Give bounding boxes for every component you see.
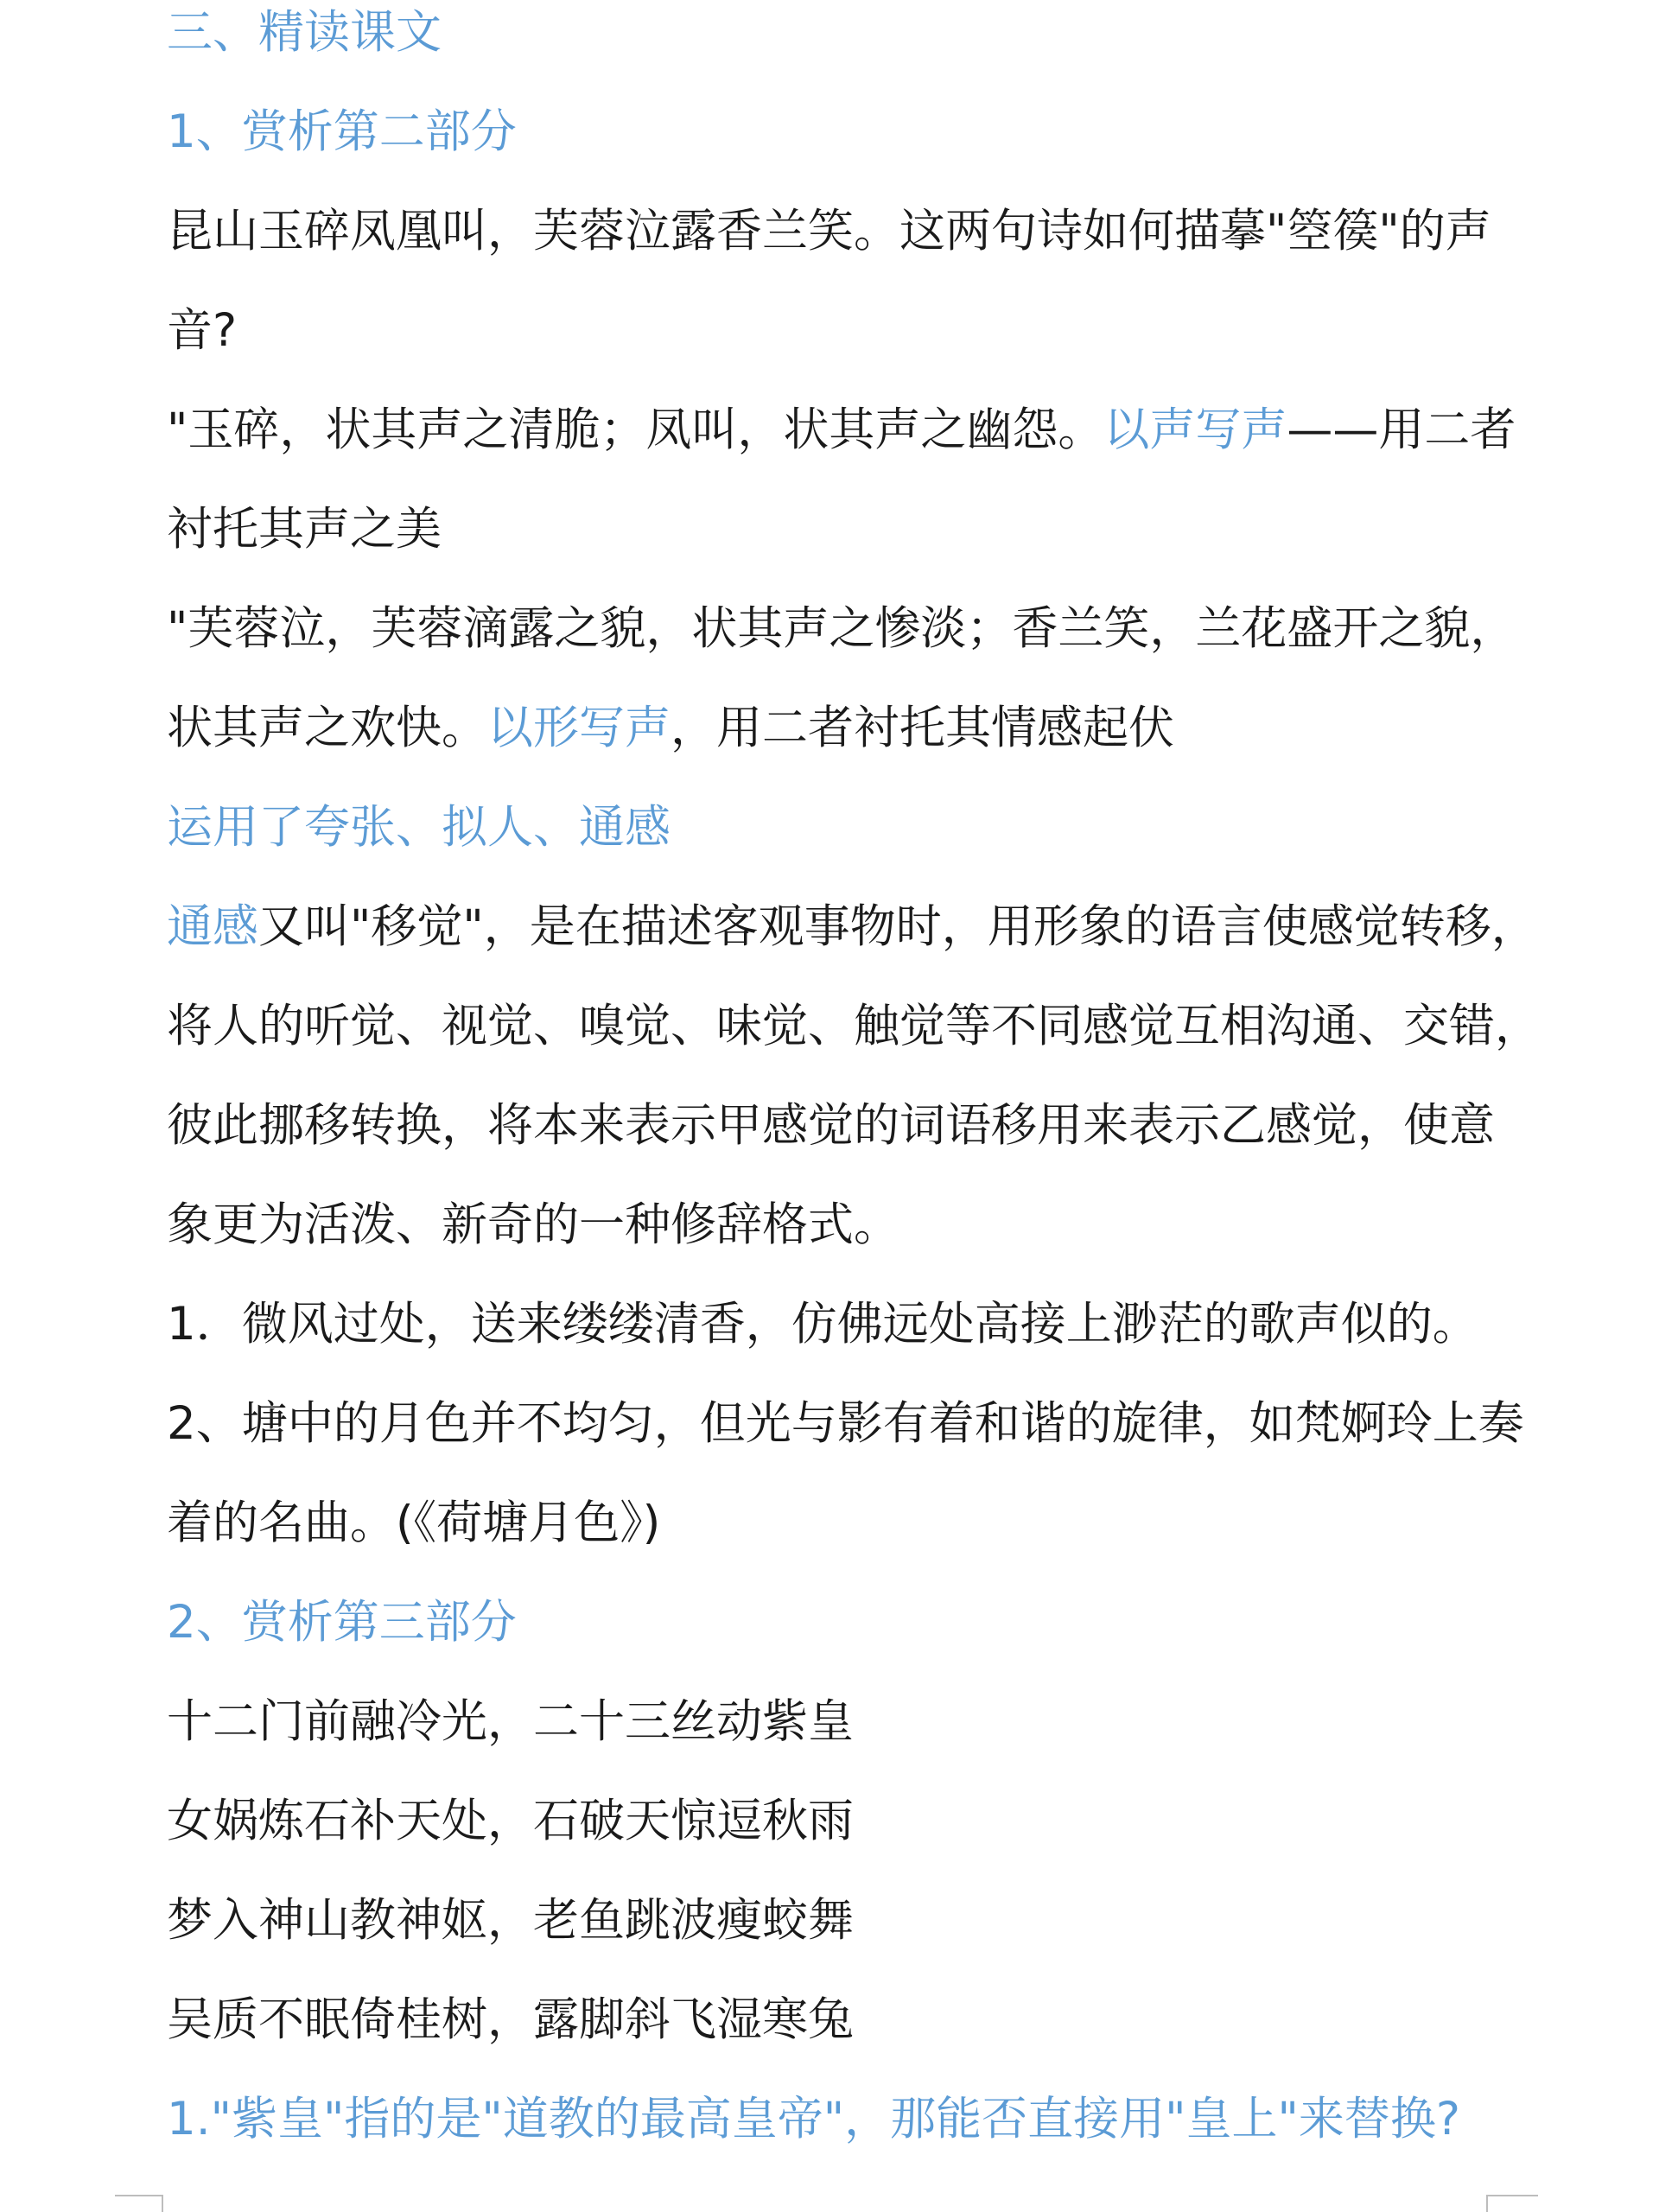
main-heading: 三、精读课文 [167, 6, 442, 59]
paragraph-line: 象更为活泼、新奇的一种修辞格式。 [167, 1198, 899, 1251]
paragraph-line-with-highlight [167, 698, 1174, 759]
crop-mark-left-vertical [162, 2195, 163, 2212]
paragraph-line: 昆山玉碎凤凰叫，芙蓉泣露香兰笑。这两句诗如何描摹"箜篌"的声 [167, 205, 1491, 257]
example-sentence: 2、塘中的月色并不均匀，但光与影有着和谐的旋律，如梵婀玲上奏 [167, 1397, 1524, 1450]
poem-line: 女娲炼石补天处，石破天惊逗秋雨 [167, 1795, 854, 1847]
question-heading: 1."紫皇"指的是"道教的最高皇帝"，那能否直接用"皇上"来替换? [167, 2093, 1460, 2145]
poem-line: 十二门前融冷光，二十三丝动紫皇 [167, 1695, 854, 1748]
text-segment: ——用二者 [1287, 404, 1516, 456]
crop-mark-left [115, 2195, 162, 2196]
section-heading-part-two: 1、赏析第二部分 [167, 105, 517, 158]
paragraph-line: "芙蓉泣，芙蓉滴露之貌，状其声之惨淡；香兰笑，兰花盛开之貌， [167, 602, 1516, 655]
paragraph-line: 衬托其声之美 [167, 503, 442, 556]
example-sentence: 1．微风过处，送来缕缕清香，仿佛远处高接上渺茫的歌声似的。 [167, 1298, 1478, 1351]
paragraph-line: 音? [167, 304, 238, 357]
poem-line: 梦入神山教神妪，老鱼跳波瘦蛟舞 [167, 1894, 854, 1947]
crop-mark-right-vertical [1486, 2195, 1488, 2212]
crop-mark-right [1486, 2195, 1538, 2196]
paragraph-line: 彼此挪移转换，将本来表示甲感觉的词语移用来表示乙感觉，使意 [167, 1099, 1495, 1152]
highlight-term: 以声写声 [1103, 404, 1287, 456]
text-segment: ，用二者衬托其情感起伏 [671, 702, 1174, 754]
text-segment: 状其声之欢快。 [167, 702, 487, 754]
paragraph-line-with-highlight [167, 400, 1516, 461]
text-segment: "玉碎，状其声之清脆；凤叫，状其声之幽怨。 [167, 404, 1104, 456]
paragraph-line: 将人的听觉、视觉、嗅觉、味觉、触觉等不同感觉互相沟通、交错， [167, 1000, 1541, 1052]
text-segment: 又叫"移觉"，是在描述客观事物时，用形象的语言使感觉转移， [258, 900, 1537, 953]
poem-line: 吴质不眠倚桂树，露脚斜飞湿寒兔 [167, 1993, 854, 2046]
rhetoric-heading: 运用了夸张、拟人、通感 [167, 801, 671, 854]
paragraph-line-with-highlight [167, 897, 1537, 957]
highlight-term: 以形写声 [487, 702, 671, 754]
highlight-term: 通感 [167, 900, 258, 953]
section-heading-part-three: 2、赏析第三部分 [167, 1596, 517, 1649]
example-sentence: 着的名曲。(《荷塘月色》) [167, 1497, 661, 1549]
